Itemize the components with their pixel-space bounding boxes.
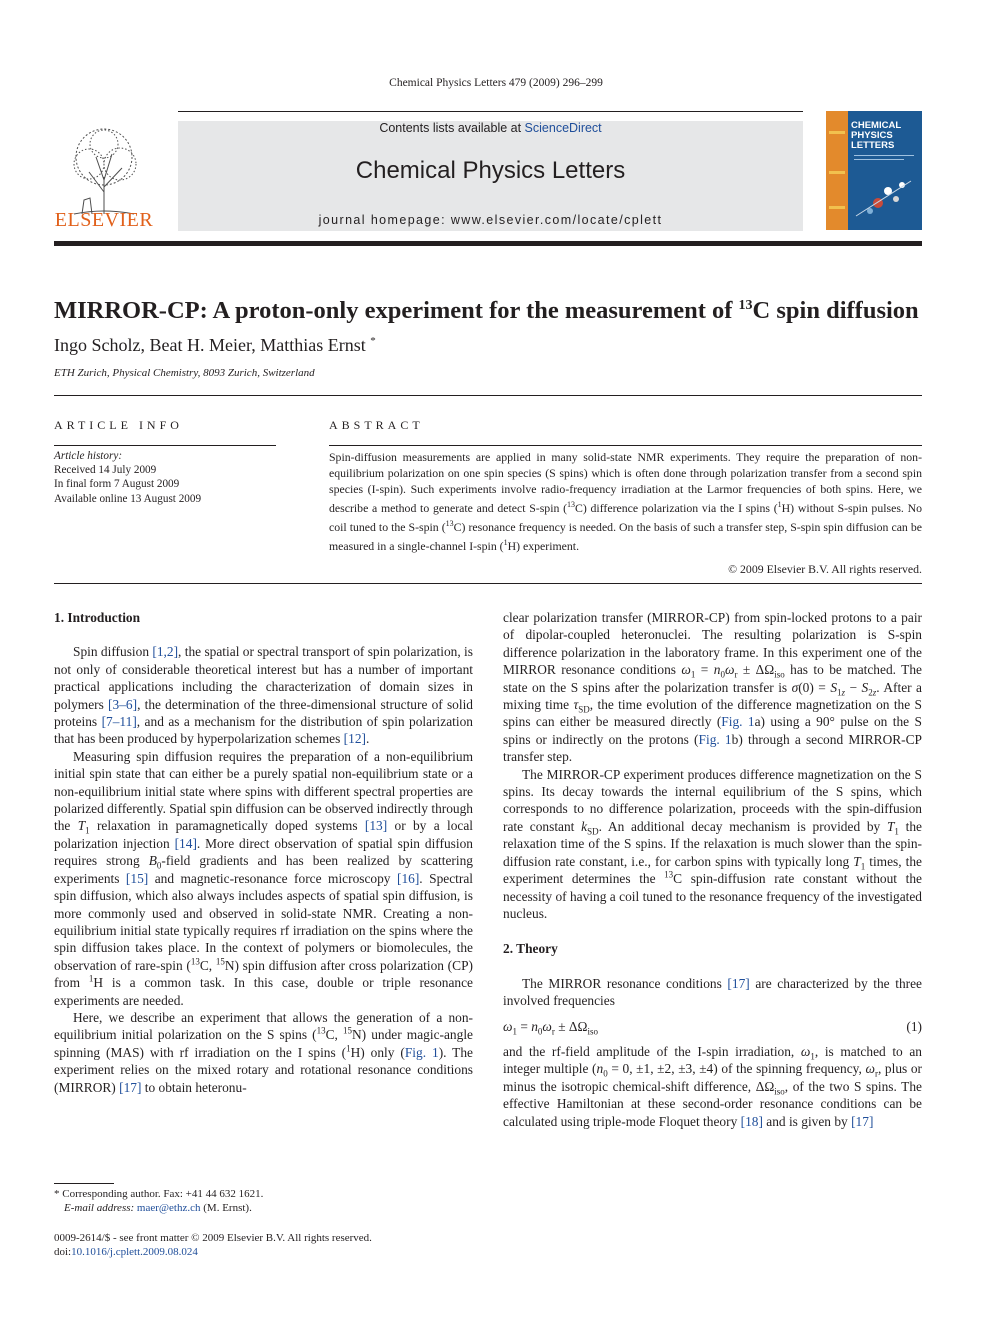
author-list: Ingo Scholz, Beat H. Meier, Matthias Ernst *	[54, 335, 376, 355]
corresponding-author-mark[interactable]: *	[370, 335, 376, 347]
abstract-bottom-rule	[54, 583, 922, 584]
footnote: * Corresponding author. Fax: +41 44 632 1621. E-mail address: maer@ethz.ch (M. Ernst).	[54, 1188, 264, 1214]
introduction-heading: 1. Introduction	[54, 610, 141, 625]
abstract-heading: ABSTRACT	[329, 418, 424, 432]
journal-cover-image	[826, 111, 922, 230]
citation-link[interactable]: [12]	[343, 731, 366, 747]
issn-line: 0009-2614/$ - see front matter © 2009 Elsevier B.V. All rights reserved.	[54, 1232, 372, 1244]
intro-paragraph-3-cont: clear polarization transfer (MIRROR-CP) from spin-locked protons to a pair of dipolar-coupled heteronuclei. The resulting polarization is S-spin difference polarization in the laboratory frame. In this experiment one of the MIRROR resonance conditions $\omega_1 = n_0\omega_r \pm \Delta\Omega_{iso}$ has to be matched. The state on the S spins after the polarization transfer is $\sigma(0) = S_{1z} - S_{2z}$. After a mixing time $\tau_{SD}$, the time evolution of the difference magnetization on the S spins can either be measured directly (Fig. 1a) using a 90° pulse on the S spins or indirectly on the protons (Fig. 1b) through a second MIRROR-CP transfer step.	[503, 610, 923, 765]
front-matter	[54, 1231, 494, 1259]
theory-paragraph-2: and the rf-field amplitude of the I-spin irradiation, $\omega_1$, is matched to an integer multiple ($n_0 = 0$, ±1, ±2, ±3, ±4) of the spinning frequency, $\omega_r$, plus or minus the isotropic chemical-shift difference, $\Delta\Omega_{iso}$, of the two S spins. The effective Hamiltonian at these second-order resonance conditions can be calculated using triple-mode Floquet theory [18] and is given by [17]	[503, 1043, 923, 1129]
abstract-text: Spin-diffusion measurements are applied in many solid-state NMR experiments. They require the preparation of non-equilibrium polarization on one spin species (S spins) which is often done through polarization transfer from a second spin species (I-spin). Such experiments involve radio-frequency irradiation at the Larmor frequencies of both spins. Here, we describe a method to generate and detect S-spin ($^{13}$C) difference polarization via the I spins ($^1$H) without S-spin pulses. No coil tuned to the S-spin ($^{13}$C) resonance frequency is needed. On the basis of such a transfer step, S-spin spin diffusion can be measured in a single-channel I-spin ($^1$H) experiment.	[329, 450, 923, 553]
citation-link[interactable]: [7–11]	[101, 714, 137, 730]
article-info-heading: ARTICLE INFO	[54, 418, 183, 432]
contents-prefix: Contents lists available at	[379, 121, 525, 135]
cover-title: CHEMICAL PHYSICS LETTERS	[851, 120, 902, 151]
cover-artwork	[826, 111, 922, 230]
citation-link[interactable]: [16]	[396, 870, 420, 886]
doi-line: doi:10.1016/j.cplett.2009.08.024	[54, 1246, 198, 1258]
equation-1	[503, 1018, 922, 1035]
abstract-copyright: © 2009 Elsevier B.V. All rights reserved.	[728, 562, 922, 576]
citation-link[interactable]: [18]	[740, 1113, 763, 1129]
elsevier-wordmark: ELSEVIER	[54, 209, 154, 231]
contents-line	[178, 121, 803, 135]
citation-link[interactable]: [17]	[119, 1079, 142, 1095]
citation-link[interactable]: [13]	[364, 818, 388, 834]
journal-reference: Chemical Physics Letters 479 (2009) 296–299	[389, 77, 603, 89]
intro-paragraph-2: Measuring spin diffusion requires the preparation of a non-equilibrium initial spin state that can either be a purely spatial non-equilibrium state or a non-equilibrium initial state where spins with different spectral properties are polarized differently. Spatial spin diffusion can be observed indirectly through the $T_1$ relaxation in paramagnetically doped systems [13] or by a local polarization injection [14]. More direct observation of spatial spin diffusion requires strong $B_0$-field gradients and has been realized by scattering experiments [15] and magnetic-resonance force microscopy [16]. Spectral spin diffusion, which also always includes aspects of spatial spin diffusion, is more commonly used and observed in solid-state NMR. Creating a non-equilibrium initial state typically requires rf irradiation on the spins where the spin diffusion takes place. In the context of polymers or biomolecules, the observation of rare-spin ($^{13}$C, $^{15}$N) spin diffusion after cross polarization (CP) from $^1$H is a common task. In this case, double or triple resonance experiments are needed.	[54, 748, 473, 1008]
header-top-rule	[178, 111, 803, 112]
figure-link[interactable]: Fig. 1	[721, 714, 755, 730]
right-column	[503, 609, 922, 1130]
article-title: MIRROR-CP: A proton-only experiment for the measurement of $^{13}$C spin diffusion	[54, 297, 919, 325]
citation-link[interactable]: [14]	[174, 835, 197, 851]
intro-paragraph-4: The MIRROR-CP experiment produces difference magnetization on the S spins. Its decay towards the internal equilibrium of the S spins, which corresponds to no difference polarization, proceeds with the spin-diffusion rate constant $k_{SD}$. An additional decay mechanism is provided by $T_1$ the relaxation time of the S spins. If the relaxation is much slower than the spin-diffusion rate constant, i.e., for carbon spins with typically long $T_1$ times, the experiment determines the $^{13}$C spin-diffusion rate constant without the necessity of having a coil tuned to the resonance frequency of the investigated nucleus.	[503, 766, 922, 921]
citation-link[interactable]: [1,2]	[152, 644, 179, 660]
intro-paragraph-3: Here, we describe an experiment that allows the generation of a non-equilibrium initial polarization on the S spins ($^{13}$C, $^{15}$N) under magic-angle spinning (MAS) with rf irradiation on the I spins ($^1$H) only (Fig. 1). The experiment relies on the mixed rotary and rotational resonance conditions (MIRROR) [17] to obtain heteronu-	[54, 1009, 473, 1095]
figure-link[interactable]: Fig. 1	[404, 1044, 439, 1060]
footnote-rule	[54, 1183, 114, 1184]
citation-link[interactable]: [17]	[851, 1113, 874, 1129]
sciencedirect-link[interactable]: ScienceDirect	[524, 121, 602, 135]
theory-paragraph-1: The MIRROR resonance conditions [17] are characterized by the three involved frequencies	[503, 975, 922, 1009]
intro-paragraph-1: Spin diffusion [1,2], the spatial or spectral transport of spin polarization, is not only of considerable theoretical interest but has a number of important practical applications including the characterization of domain sizes in polymers [3–6], the determination of the three-dimensional structure of solid proteins [7–11], and as a mechanism for the distribution of spin polarization that has been produced by hyperpolarization schemes [12].	[54, 644, 474, 747]
abstract-rule	[329, 445, 922, 446]
article-history: Article history: Received 14 July 2009 In final form 7 August 2009 Available online 13 August 2009	[54, 450, 202, 505]
header-bottom-rule	[54, 241, 922, 246]
figure-link[interactable]: Fig. 1	[698, 731, 732, 747]
citation-link[interactable]: [17]	[727, 975, 750, 991]
doi-link[interactable]: 10.1016/j.cplett.2009.08.024	[71, 1246, 198, 1258]
equation-body: $\omega_1 = n_0\omega_r \pm \Delta\Omega_{iso}$	[503, 1018, 599, 1037]
theory-heading: 2. Theory	[503, 941, 558, 957]
info-rule	[54, 445, 276, 446]
email-link[interactable]: maer@ethz.ch	[136, 1202, 201, 1214]
journal-homepage[interactable]: journal homepage: www.elsevier.com/locate/cplett	[318, 213, 663, 227]
journal-title: Chemical Physics Letters	[355, 157, 626, 184]
left-column	[54, 609, 473, 1096]
citation-link[interactable]: [3–6]	[108, 696, 138, 712]
affiliation: ETH Zurich, Physical Chemistry, 8093 Zurich, Switzerland	[54, 367, 315, 379]
equation-number: (1)	[906, 1018, 922, 1034]
citation-link[interactable]: [15]	[125, 870, 149, 886]
affiliation-rule	[54, 395, 922, 396]
